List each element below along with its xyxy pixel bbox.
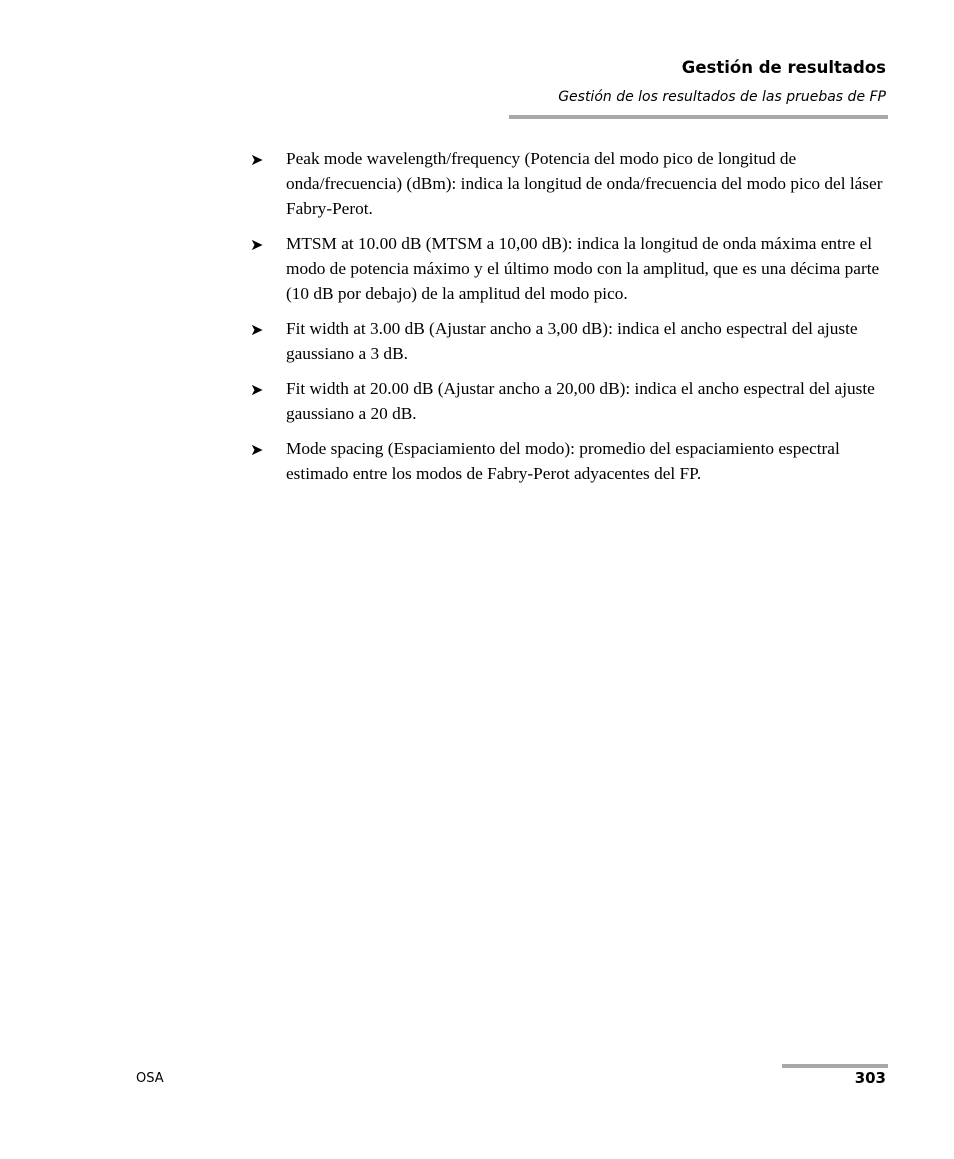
list-item (250, 316, 890, 366)
list-item (250, 436, 890, 486)
arrow-bullet-icon: ➤ (250, 150, 264, 169)
arrow-bullet-icon: ➤ (250, 380, 264, 399)
list-item (250, 376, 890, 426)
bullet-list (250, 146, 890, 496)
list-item (250, 231, 890, 306)
arrow-bullet-icon: ➤ (250, 235, 264, 254)
list-item-text: Peak mode wavelength/frequency (Potencia del modo pico de longitud de onda/frecuencia) (dBm): indica la longitud de onda/frecuencia del modo pico del láser Fabry-Perot. (286, 149, 883, 218)
footer-product-name: OSA (136, 1071, 164, 1086)
list-item-text: Mode spacing (Espaciamiento del modo): promedio del espaciamiento espectral estimado entre los modos de Fabry-Perot adyacentes del FP. (286, 439, 840, 483)
list-item-text: Fit width at 3.00 dB (Ajustar ancho a 3,00 dB): indica el ancho espectral del ajuste gaussiano a 3 dB. (286, 319, 858, 363)
arrow-bullet-icon: ➤ (250, 320, 264, 339)
page-number: 303 (854, 1069, 886, 1087)
list-item-text: MTSM at 10.00 dB (MTSM a 10,00 dB): indica la longitud de onda máxima entre el modo de potencia máximo y el último modo con la amplitud, que es una décima parte (10 dB por debajo) de la amplitud del modo pico. (286, 234, 880, 303)
section-title: Gestión de resultados (681, 58, 886, 77)
footer-divider (782, 1064, 888, 1068)
section-subtitle: Gestión de los resultados de las pruebas de FP (558, 89, 886, 105)
list-item-text: Fit width at 20.00 dB (Ajustar ancho a 20,00 dB): indica el ancho espectral del ajuste gaussiano a 20 dB. (286, 379, 875, 423)
header-divider (509, 115, 888, 119)
list-item (250, 146, 890, 221)
arrow-bullet-icon: ➤ (250, 440, 264, 459)
